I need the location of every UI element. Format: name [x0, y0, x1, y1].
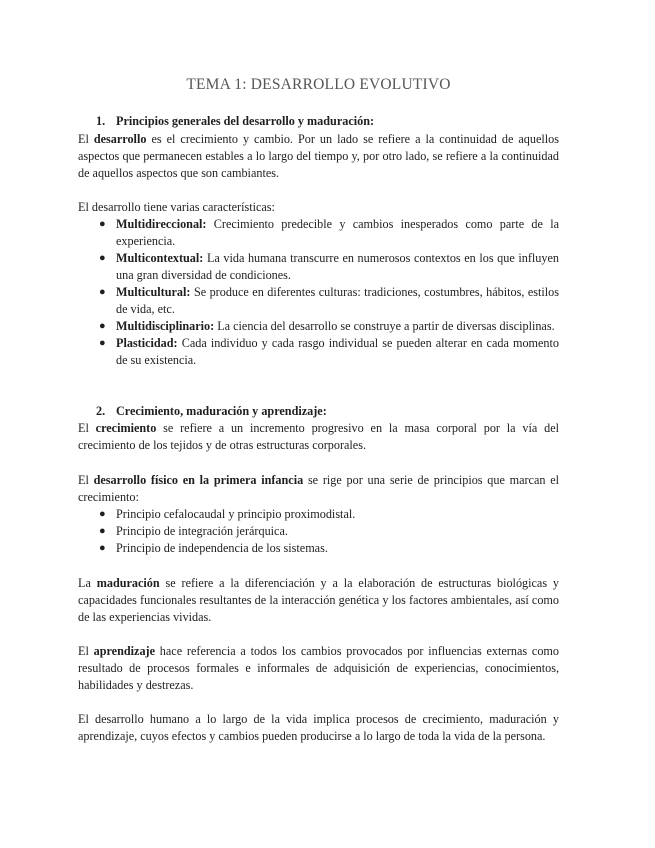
bullet-icon: ●	[99, 218, 106, 230]
paragraph-list-intro: El desarrollo tiene varias características:	[78, 200, 275, 214]
list-item	[78, 284, 559, 318]
bold-term: crecimiento	[95, 421, 157, 435]
bold-term: Multidireccional:	[116, 217, 207, 231]
text-run: se refiere a un incremento progresivo en la masa corporal por la vía del crecimiento de los tejidos y de otras estructuras corporales.	[78, 421, 559, 452]
list-item	[78, 318, 559, 335]
section-heading-2	[96, 403, 327, 420]
text-run: Principio cefalocaudal y principio proximodistal.	[116, 507, 356, 521]
paragraph-aprendizaje	[78, 643, 559, 694]
text-run: Crecimiento predecible y cambios inesperados como parte de la experiencia.	[116, 217, 559, 248]
list-item	[78, 216, 559, 250]
bold-term: Plasticidad:	[116, 336, 178, 350]
paragraph-conclusion: El desarrollo humano a lo largo de la vida implica procesos de crecimiento, maduración y aprendizaje, cuyos efectos y cambios pueden producirse a lo largo de toda la vida de la persona.	[78, 712, 559, 743]
page-title: TEMA 1: DESARROLLO EVOLUTIVO	[186, 76, 451, 93]
text-run: La ciencia del desarrollo se construye a partir de diversas disciplinas.	[214, 319, 555, 333]
bold-term: aprendizaje	[93, 644, 156, 658]
bullet-icon: ●	[99, 508, 106, 520]
section-heading-text: Principios generales del desarrollo y maduración:	[116, 114, 375, 128]
text-run: Principio de independencia de los sistemas.	[116, 541, 328, 555]
list-item	[78, 506, 559, 523]
text-run: se refiere a la diferenciación y a la elaboración de estructuras biológicas y capacidades funcionales resultantes de la interacción genética y los factores ambientales, así como de las experiencias vividas.	[78, 576, 560, 624]
section-heading-1	[96, 113, 374, 130]
bullet-icon: ●	[99, 542, 106, 554]
text-run: Se produce en diferentes culturas: tradiciones, costumbres, hábitos, estilos de vida, etc.	[116, 285, 559, 316]
list-item	[78, 540, 559, 557]
principles-list	[78, 506, 559, 557]
text-run: Principio de integración jerárquica.	[116, 524, 288, 538]
text-run: hace referencia a todos los cambios provocados por influencias externas como resultado de procesos formales e informales de adquisición de experiencias, conocimientos, habilidades y destrezas.	[78, 644, 559, 692]
characteristics-list	[78, 216, 559, 369]
bold-term: desarrollo	[93, 132, 147, 146]
bold-term: desarrollo físico en la primera infancia	[93, 473, 304, 487]
text-run: El	[78, 132, 94, 146]
bold-term: Multidisciplinario:	[116, 319, 215, 333]
paragraph-crecimiento	[78, 420, 559, 454]
bullet-icon: ●	[99, 337, 106, 349]
text-run: El	[78, 473, 94, 487]
section-heading-text: Crecimiento, maduración y aprendizaje:	[116, 404, 327, 418]
text-run: El	[78, 421, 96, 435]
bullet-icon: ●	[99, 252, 106, 264]
paragraph-desarrollo	[78, 131, 559, 182]
text-run: se rige por una serie de principios que marcan el crecimiento:	[78, 473, 559, 504]
paragraph-desarrollo-fisico	[78, 472, 559, 506]
text-run: La vida humana transcurre en numerosos contextos en los que influyen una gran diversidad de condiciones.	[116, 251, 559, 282]
bullet-icon: ●	[99, 286, 106, 298]
text-run: La	[78, 576, 97, 590]
text-run: Cada individuo y cada rasgo individual se pueden alterar en cada momento de su existencia.	[116, 336, 559, 367]
section-number: 2.	[96, 404, 106, 418]
text-run: El	[78, 644, 94, 658]
list-item	[78, 523, 559, 540]
bullet-icon: ●	[99, 320, 106, 332]
list-item	[78, 250, 559, 284]
paragraph-maduracion	[78, 575, 559, 626]
section-number: 1.	[96, 114, 106, 128]
text-run: es el crecimiento y cambio. Por un lado se refiere a la continuidad de aquellos aspectos que permanecen estables a lo largo del tiempo y, por otro lado, se refiere a la continuidad de aquellos aspectos que son cambiantes.	[78, 132, 559, 180]
bold-term: Multicultural:	[116, 285, 191, 299]
bold-term: maduración	[96, 576, 160, 590]
bullet-icon: ●	[99, 525, 106, 537]
list-item	[78, 335, 559, 369]
bold-term: Multicontextual:	[116, 251, 204, 265]
